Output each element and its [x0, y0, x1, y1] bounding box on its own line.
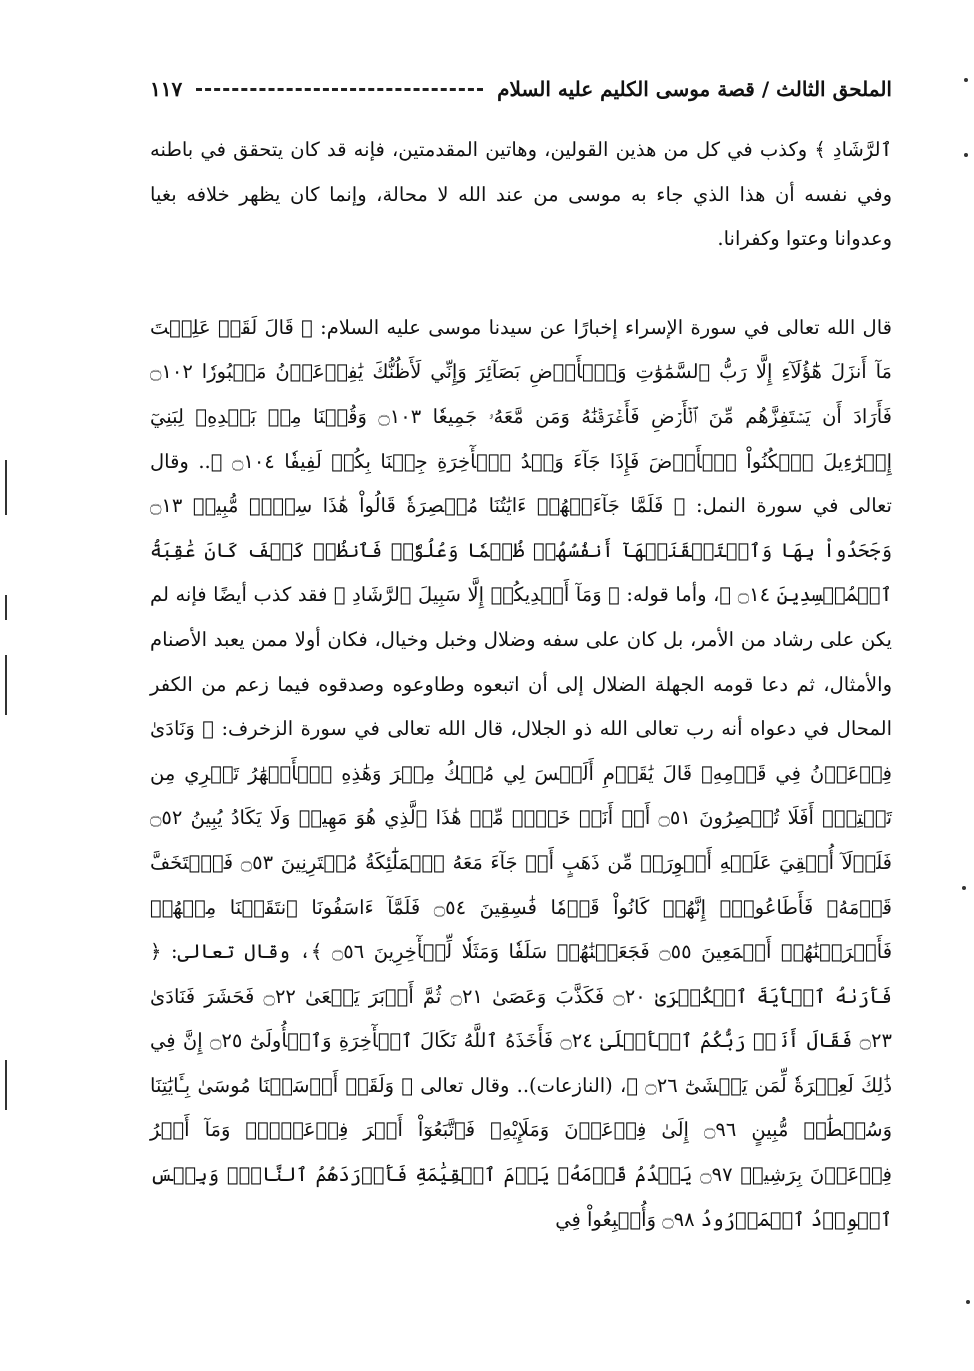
- margin-line: [5, 595, 7, 620]
- margin-line: [5, 655, 7, 715]
- page-number: ١١٧: [150, 77, 183, 101]
- paragraph-quran-quotes: قال الله تعالى في سورة الإسراء إخبارًا عن سيدنا موسى عليه السلام: ﴿ قَالَ لَقَدۡ عَلِمۡتَ مَآ أَنزَلَ هَٰٓؤُلَآءِ إِلَّا رَبُّ ٱلسَّمَٰوَٰتِ وَٱلۡأَرۡضِ بَصَآئِرَ وَإِنِّي لَأَظُنُّكَ يَٰفِرۡعَوۡنُ مَثۡبُورٗا ۝١٠٢ فَأَرَادَ أَن يَسۡتَفِزَّهُم مِّنَ ٱلۡأَرۡضِ فَأَغۡرَقۡنَٰهُ وَمَن مَّعَهُۥ جَمِيعٗا ۝١٠٣ وَقُلۡنَا مِنۢ بَعۡدِهِۦ لِبَنِيٓ إِسۡرَٰٓءِيلَ ٱسۡكُنُواْ ٱلۡأَرۡضَ فَإِذَا جَآءَ وَعۡدُ ٱلۡأٓخِرَةِ جِئۡنَا بِكُمۡ لَفِيفٗا ۝١٠٤ ﴾.. وقال تعالى في سورة النمل: ﴿ فَلَمَّا جَآءَتۡهُمۡ ءَايَٰتُنَا مُبۡصِرَةٗ قَالُواْ هَٰذَا سِحۡرٞ مُّبِينٞ ۝١٣ وَجَحَدُواْ بِهَا وَٱسۡتَيۡقَنَتۡهَآ أَنفُسُهُمۡ ظُلۡمٗا وَعُلُوّٗاۚ فَٱنظُرۡ كَيۡفَ كَانَ عَٰقِبَةُ ٱلۡمُفۡسِدِينَ ۝١٤ ﴾، وأما قوله: ﴿ وَمَآ أَهۡدِيكُمۡ إِلَّا سَبِيلَ ٱلرَّشَادِ ﴾ فقد كذب أيضًا فإنه لم يكن على رشاد من الأمر، بل كان على سفه وضلال وخبل وخيال، فكان أولا ممن يعبد الأصنام والأمثال، ثم دعا قومه الجهلة الضلال إلى أن اتبعوه وطاوعوه وصدقوه فيما زعم من الكفر المحال في دعواه أنه رب تعالى الله ذو الجلال، قال الله تعالى في سورة الزخرف: ﴿ وَنَادَىٰ فِرۡعَوۡنُ فِي قَوۡمِهِۦ قَالَ يَٰقَوۡمِ أَلَيۡسَ لِي مُلۡكُ مِصۡرَ وَهَٰذِهِ ٱلۡأَنۡهَٰرُ تَجۡرِي مِن تَحۡتِيٓۚ أَفَلَا تُبۡصِرُونَ ۝٥١ أَمۡ أَنَا۠ خَيۡرٞ مِّنۡ هَٰذَا ٱلَّذِي هُوَ مَهِينٞ وَلَا يَكَادُ يُبِينُ ۝٥٢ فَلَوۡلَآ أُلۡقِيَ عَلَيۡهِ أَسۡوِرَةٞ مِّن ذَهَبٍ أَوۡ جَآءَ مَعَهُ ٱلۡمَلَٰٓئِكَةُ مُقۡتَرِنِينَ ۝٥٣ فَٱسۡتَخَفَّ قَوۡمَهُۥ فَأَطَاعُوهُۚ إِنَّهُمۡ كَانُواْ قَوۡمٗا فَٰسِقِينَ ۝٥٤ فَلَمَّآ ءَاسَفُونَا ٱنتَقَمۡنَا مِنۡهُمۡ فَأَغۡرَقۡنَٰهُمۡ أَجۡمَعِينَ ۝٥٥ فَجَعَلۡنَٰهُمۡ سَلَفٗا وَمَثَلٗا لِّلۡأٓخِرِينَ ۝٥٦ ﴾، وقال تعالى: ﴿ فَأَرَىٰهُ ٱلۡأٓيَةَ ٱلۡكُبۡرَىٰ ۝٢٠ فَكَذَّبَ وَعَصَىٰ ۝٢١ ثُمَّ أَدۡبَرَ يَسۡعَىٰ ۝٢٢ فَحَشَرَ فَنَادَىٰ ۝٢٣ فَقَالَ أَنَا۠ رَبُّكُمُ ٱلۡأَعۡلَىٰ ۝٢٤ فَأَخَذَهُ ٱللَّهُ نَكَالَ ٱلۡأٓخِرَةِ وَٱلۡأُولَىٰٓ ۝٢٥ إِنَّ فِي ذَٰلِكَ لَعِبۡرَةٗ لِّمَن يَخۡشَىٰٓ ۝٢٦ ﴾، (النازعات).. وقال تعالى ﴿ وَلَقَدۡ أَرۡسَلۡنَا مُوسَىٰ بِـَٔايَٰتِنَا وَسُلۡطَٰنٖ مُّبِينٍ ۝٩٦ إِلَىٰ فِرۡعَوۡنَ وَمَلَإِيْهِۦ فَٱتَّبَعُوٓاْ أَمۡرَ فِرۡعَوۡنَۖ وَمَآ أَمۡرُ فِرۡعَوۡنَ بِرَشِيدٖ ۝٩٧ يَقۡدُمُ قَوۡمَهُۥ يَوۡمَ ٱلۡقِيَٰمَةِ فَأَوۡرَدَهُمُ ٱلنَّارَۖ وَبِئۡسَ ٱلۡوِرۡدُ ٱلۡمَوۡرُودُ ۝٩٨ وَأُتۡبِعُواْ فِي: [150, 315, 893, 1231]
- margin-line: [5, 460, 7, 515]
- page-body: [150, 128, 892, 1351]
- margin-dot: [964, 78, 968, 82]
- margin-dot: [964, 153, 968, 157]
- chapter-title: الملحق الثالث / قصة موسى الكليم عليه السلام: [497, 77, 892, 101]
- margin-dot: [962, 886, 966, 890]
- paragraph-continuation: ٱلرَّشَادِ ﴾ وكذب في كل من هذين القولين، وهاتين المقدمتين، فإنه قد كان يتحقق في باطنه وفي نفسه أن هذا الذي جاء به موسى من عند الله لا محالة، وإنما كان يظهر خلافه بغيا وعدوانا وعتوا وكفرانا.: [150, 138, 892, 251]
- running-header: [150, 64, 892, 114]
- margin-line: [5, 1060, 7, 1110]
- margin-dot: [966, 1300, 970, 1304]
- header-dashed-rule: [196, 88, 483, 91]
